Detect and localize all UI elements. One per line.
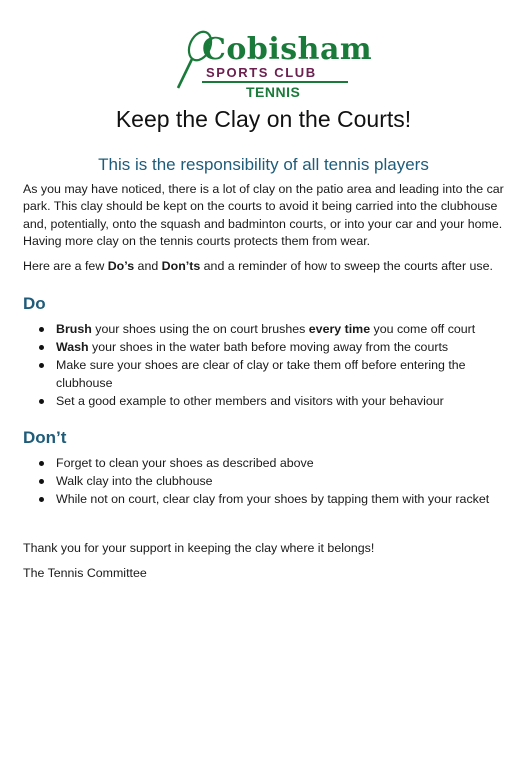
bullet-icon xyxy=(39,345,44,350)
page-subtitle: This is the responsibility of all tennis players xyxy=(98,155,429,174)
bullet-icon xyxy=(39,479,44,484)
bullet-icon xyxy=(39,461,44,466)
dont-heading: Don’t xyxy=(23,428,67,447)
logo-sports-club: SPORTS CLUB xyxy=(206,65,317,80)
list-item: Make sure your shoes are clear of clay or take them off before entering the clubhouse xyxy=(23,357,503,392)
thanks-text: Thank you for your support in keeping the clay where it belongs! xyxy=(23,541,375,555)
do-heading: Do xyxy=(23,294,46,313)
club-logo xyxy=(174,28,373,102)
logo-divider xyxy=(202,81,348,83)
dont-list xyxy=(23,455,503,509)
lead-paragraph: Here are a few Do’s and Don’ts and a reminder of how to sweep the courts after use. xyxy=(23,259,493,273)
bullet-icon xyxy=(39,363,44,368)
list-item: Forget to clean your shoes as described above xyxy=(23,455,503,473)
logo-club-name: Cobisham xyxy=(202,32,373,67)
list-item: While not on court, clear clay from your shoes by tapping them with your racket xyxy=(23,491,503,509)
list-item: Wash your shoes in the water bath before moving away from the courts xyxy=(23,339,503,357)
intro-paragraph: As you may have noticed, there is a lot of clay on the patio area and leading into the car park. This clay should be kept on the courts to avoid it being carried into the clubhouse and, potentially, onto the squash and badminton courts, or into your car and your home. Having more clay on the tennis courts protects them from wear. xyxy=(23,182,504,248)
logo-tennis: TENNIS xyxy=(246,84,301,100)
page-title: Keep the Clay on the Courts! xyxy=(115,106,412,132)
list-item: Brush your shoes using the on court brushes every time you come off court xyxy=(23,321,503,339)
signoff-text: The Tennis Committee xyxy=(23,566,147,580)
do-list xyxy=(23,321,503,411)
bullet-icon xyxy=(39,497,44,502)
bullet-icon xyxy=(39,399,44,404)
bullet-icon xyxy=(39,327,44,332)
list-item: Walk clay into the clubhouse xyxy=(23,473,503,491)
list-item: Set a good example to other members and visitors with your behaviour xyxy=(23,393,503,411)
